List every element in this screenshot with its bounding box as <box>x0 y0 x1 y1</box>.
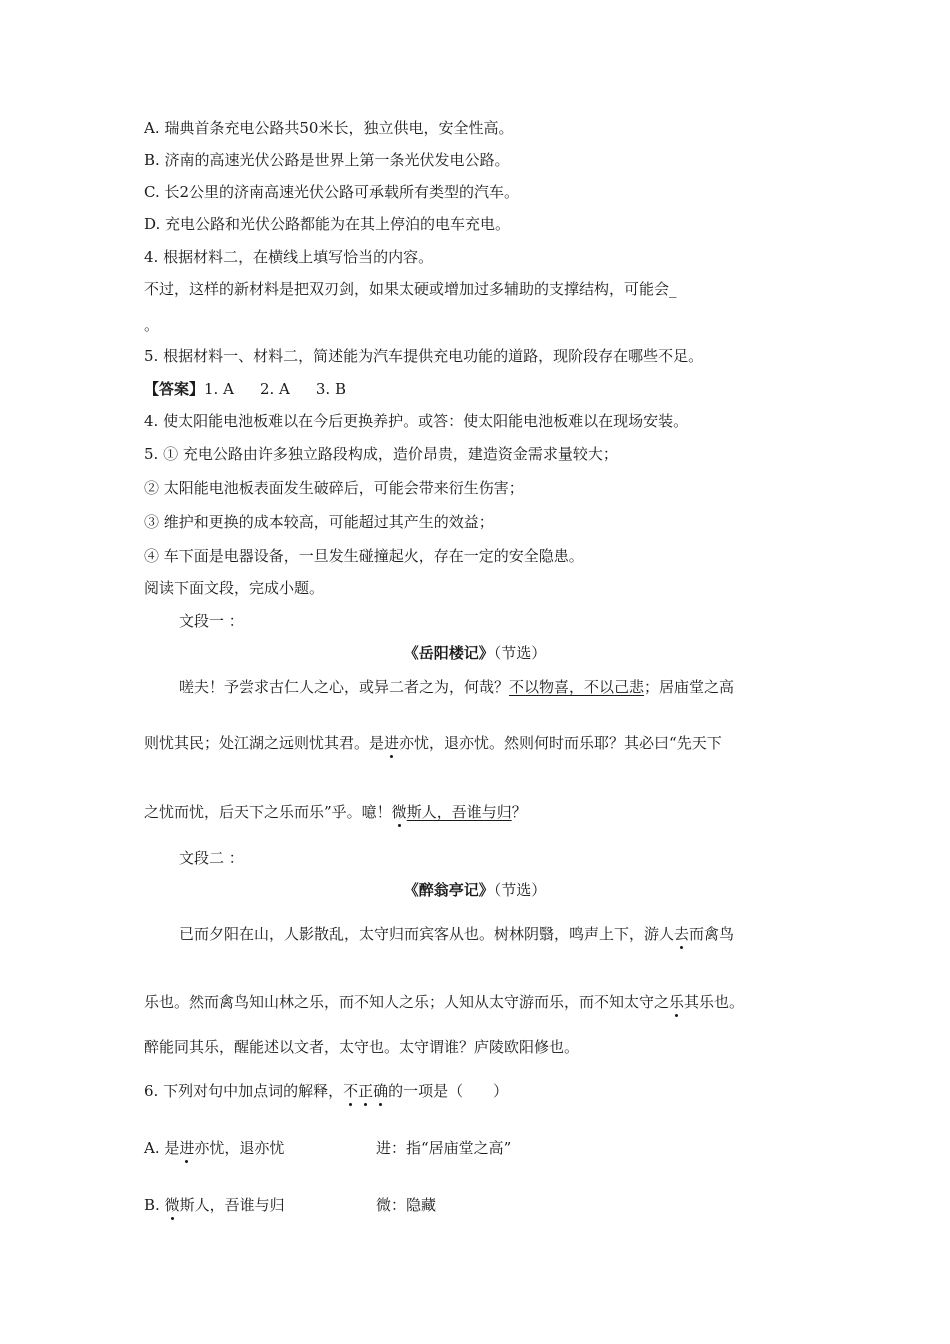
text-run: 之忧而忧，后天下之乐而乐”乎。噫！ <box>144 803 392 821</box>
passage-2-title-text: 《醉翁亭记》 <box>403 881 494 899</box>
passage-1-line <box>144 802 527 822</box>
text-run: 嗟夫！予尝求古仁人之心，或异二者之为，何哉？ <box>179 678 510 696</box>
dotted-word: 去 <box>674 925 690 943</box>
question-4-sentence: 不过，这样的新材料是把双刃剑，如果太硬或增加过多辅助的支撑结构，可能会_ <box>144 280 677 298</box>
text-run: 而禽鸟 <box>689 925 735 943</box>
text-run: 斯人，吾谁与归 <box>179 1196 285 1214</box>
question-5-prompt: 5. 根据材料一、材料二，简述能为汽车提供充电功能的道路，现阶段存在哪些不足。 <box>144 347 704 365</box>
passage-1-title <box>0 643 950 663</box>
answer-label: 【答案】 <box>144 380 205 398</box>
text-run: ？ <box>511 803 527 821</box>
option-label: A. <box>144 1139 165 1157</box>
text-run: 乐也。然而禽鸟知山林之乐，而不知人之乐；人知从太守游而乐，而不知太守之 <box>144 993 670 1011</box>
passage-2-line <box>179 924 734 944</box>
text-run: 则忧其民；处江湖之远则忧其君。是 <box>144 734 385 752</box>
option-3d: D. 充电公路和光伏公路都能为在其上停泊的电车充电。 <box>144 215 511 233</box>
underlined-phrase: 斯人，吾谁与归 <box>406 803 512 821</box>
dotted-word: 进 <box>179 1139 195 1157</box>
passage-1-line <box>144 733 722 753</box>
option-3a: A. 瑞典首条充电公路共50米长，独立供电，安全性高。 <box>144 119 514 137</box>
text-run: 的一项是（ ） <box>388 1082 509 1100</box>
option-3b: B. 济南的高速光伏公路是世界上第一条光伏发电公路。 <box>144 151 510 169</box>
dotted-word: 不 <box>343 1082 359 1100</box>
passage-1-line <box>179 677 734 697</box>
answer-item: 1. A <box>204 380 234 398</box>
question-4-prompt: 4. 根据材料二，在横线上填写恰当的内容。 <box>144 248 434 266</box>
question-6-prompt <box>144 1081 508 1101</box>
answer-5-item: 5. ① 充电公路由许多独立路段构成，造价昂贵，建造资金需求量较大； <box>144 445 618 463</box>
option-6a <box>144 1138 284 1158</box>
text-run: ；居庙堂之高 <box>644 678 735 696</box>
option-6a-explanation: 进：指“居庙堂之高” <box>376 1139 512 1157</box>
reading-instruction: 阅读下面文段，完成小题。 <box>144 579 325 597</box>
text-run: 亦忧，退亦忧 <box>194 1139 285 1157</box>
text-run: 其乐也。 <box>684 993 745 1011</box>
dotted-word: 确 <box>373 1082 389 1100</box>
underlined-phrase: 不以物喜，不以己悲 <box>509 678 645 696</box>
passage-2-label: 文段二 ： <box>179 849 244 867</box>
answer-5-item: ③ 维护和更换的成本较高，可能超过其产生的效益； <box>144 513 494 531</box>
passage-2-line <box>144 992 744 1012</box>
passage-2-line: 醉能同其乐，醒能述以文者，太守也。太守谓谁？庐陵欧阳修也。 <box>144 1038 580 1056</box>
passage-1-label: 文段一 ： <box>179 612 244 630</box>
option-6b-explanation: 微：隐藏 <box>376 1196 437 1214</box>
question-4-blank-end: 。 <box>144 316 160 334</box>
answer-item: 3. B <box>315 380 346 398</box>
dotted-word: 乐 <box>669 993 685 1011</box>
passage-2-title <box>0 880 950 900</box>
text-run: 是 <box>164 1139 180 1157</box>
text-run: 已而夕阳在山，人影散乱，太守归而宾客从也。树林阴翳，鸣声上下，游人 <box>179 925 675 943</box>
answer-item: 2. A <box>259 380 290 398</box>
passage-1-title-note: （节选） <box>493 644 547 662</box>
dotted-word: 正 <box>358 1082 374 1100</box>
answer-5-item: ② 太阳能电池板表面发生破碎后，可能会带来衍生伤害； <box>144 479 524 497</box>
dotted-word: 进 <box>384 734 400 752</box>
answer-4: 4. 使太阳能电池板难以在今后更换养护。或答：使太阳能电池板难以在现场安装。 <box>144 412 689 430</box>
option-6b <box>144 1195 285 1215</box>
passage-1-title-text: 《岳阳楼记》 <box>403 644 494 662</box>
option-label: B. <box>144 1196 165 1214</box>
answer-line <box>144 379 346 399</box>
answer-5-item: ④ 车下面是电器设备，一旦发生碰撞起火，存在一定的安全隐患。 <box>144 547 584 565</box>
dotted-word: 微 <box>164 1196 180 1214</box>
text-run: 亦忧，退亦忧。然则何时而乐耶？其必曰“先天下 <box>399 734 722 752</box>
dotted-word: 微 <box>391 803 407 821</box>
passage-2-title-note: （节选） <box>493 881 547 899</box>
text-run: 6. 下列对句中加点词的解释， <box>144 1082 344 1100</box>
option-3c: C. 长2公里的济南高速光伏公路可承载所有类型的汽车。 <box>144 183 520 201</box>
